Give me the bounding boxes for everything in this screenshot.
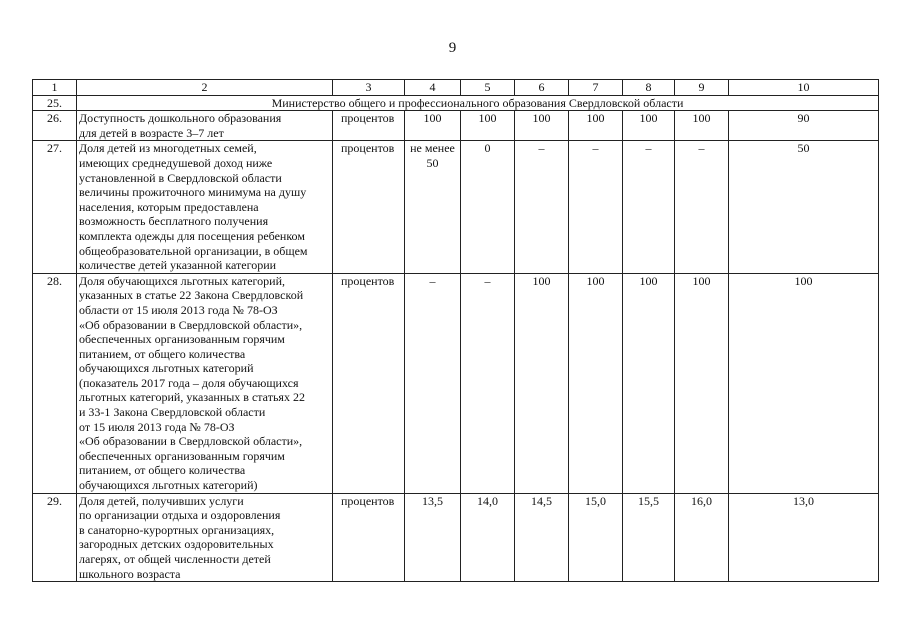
column-header: 3 <box>333 80 405 96</box>
value-cell <box>623 493 675 582</box>
value-cell <box>461 141 515 273</box>
column-header: 7 <box>569 80 623 96</box>
value-cell <box>675 273 729 493</box>
indicator-name <box>77 111 333 141</box>
indicator-name-line: школьного возраста <box>79 566 181 581</box>
indicator-name-line: Доля обучающихся льготных категорий, <box>79 273 286 288</box>
page-number: 9 <box>448 40 457 56</box>
indicator-name-line: питанием, от общего количества <box>79 463 246 478</box>
indicator-name-line: «Об образовании в Свердловской области», <box>79 434 303 449</box>
column-header: 4 <box>405 80 461 96</box>
indicator-name-line: имеющих среднедушевой доход ниже <box>79 155 273 170</box>
unit-cell: процентов <box>333 273 405 493</box>
value-cell <box>729 111 879 141</box>
indicator-name-line: общеобразовательной организации, в общем <box>79 243 308 258</box>
value-cell <box>515 273 569 493</box>
value-line: 13,0 <box>793 493 814 508</box>
value-cell <box>623 111 675 141</box>
value-line: – <box>645 141 652 156</box>
column-number-row <box>33 80 879 96</box>
value-line: 0 <box>484 141 491 156</box>
value-cell <box>729 273 879 493</box>
value-cell <box>729 141 879 273</box>
column-header: 1 <box>33 80 77 96</box>
indicator-name-line: питанием, от общего количества <box>79 346 246 361</box>
value-cell <box>405 493 461 582</box>
column-header: 2 <box>77 80 333 96</box>
indicator-name-line: населения, которым предоставлена <box>79 199 259 214</box>
indicator-name-line: (показатель 2017 года – доля обучающихся <box>79 375 299 390</box>
value-line: – <box>698 141 705 156</box>
value-cell <box>405 141 461 273</box>
column-header: 9 <box>675 80 729 96</box>
value-line: 100 <box>586 273 605 288</box>
column-header: 5 <box>461 80 515 96</box>
value-cell <box>405 273 461 493</box>
value-line: 100 <box>692 111 711 126</box>
column-header: 8 <box>623 80 675 96</box>
indicator-name-line: лагерях, от общей численности детей <box>79 552 271 566</box>
indicator-name-line: обеспеченных организованным горячим <box>79 448 285 463</box>
indicator-name <box>77 273 333 493</box>
indicator-name-line: Доля детей из многодетных семей, <box>79 141 257 156</box>
value-cell <box>515 141 569 273</box>
value-line: 15,0 <box>585 493 606 508</box>
column-header: 6 <box>515 80 569 96</box>
value-line: 13,5 <box>422 493 443 508</box>
value-line: 100 <box>532 273 551 288</box>
value-cell <box>675 141 729 273</box>
row-number: 26. <box>33 111 77 141</box>
value-cell <box>675 111 729 141</box>
indicator-name-line: возможность бесплатного получения <box>79 214 269 229</box>
table-row <box>33 111 879 141</box>
value-line: 100 <box>532 111 551 126</box>
value-cell <box>405 111 461 141</box>
table-row <box>33 273 879 493</box>
row-number: 25. <box>33 95 77 111</box>
value-line: 16,0 <box>691 493 712 508</box>
indicator-name-line: и 33-1 Закона Свердловской области <box>79 405 266 420</box>
row-number: 29. <box>33 493 77 582</box>
indicator-name <box>77 493 333 582</box>
indicator-name-line: указанных в статье 22 Закона Свердловской <box>79 288 304 303</box>
unit-cell: процентов <box>333 493 405 582</box>
indicator-name-line: обучающихся льготных категорий) <box>79 478 258 493</box>
value-line: 100 <box>639 273 658 288</box>
column-header: 10 <box>729 80 879 96</box>
indicators-table <box>32 79 879 582</box>
value-cell <box>461 493 515 582</box>
value-cell <box>515 111 569 141</box>
value-cell <box>461 111 515 141</box>
indicator-name-line: комплекта одежды для посещения ребенком <box>79 228 305 243</box>
value-cell <box>623 141 675 273</box>
table-row <box>33 493 879 582</box>
indicator-name-line: Доля детей, получивших услуги <box>79 493 244 508</box>
value-line: 100 <box>794 273 813 288</box>
value-line: 90 <box>797 111 810 126</box>
indicator-name-line: для детей в возрасте 3–7 лет <box>79 125 224 140</box>
row-number: 28. <box>33 273 77 493</box>
indicator-name-line: «Об образовании в Свердловской области», <box>79 317 303 332</box>
value-cell <box>729 493 879 582</box>
value-line: – <box>538 141 545 156</box>
indicator-rows <box>33 111 879 582</box>
ministry-title: Министерство общего и профессионального образования Свердловской области <box>77 95 879 111</box>
value-line: 14,0 <box>477 493 498 508</box>
value-line: – <box>484 273 491 288</box>
value-line: 15,5 <box>638 493 659 508</box>
value-line: 14,5 <box>531 493 552 508</box>
value-cell <box>675 493 729 582</box>
indicator-name-line: установленной в Свердловской области <box>79 170 282 185</box>
indicator-name-line: области от 15 июля 2013 года № 78-ОЗ <box>79 302 278 317</box>
indicator-name-line: обеспеченных организованным горячим <box>79 332 285 347</box>
value-line: 100 <box>423 111 442 126</box>
value-cell <box>461 273 515 493</box>
indicator-name-line: количестве детей указанной категории <box>79 258 277 273</box>
indicator-name-line: по организации отдыха и оздоровления <box>79 508 281 523</box>
indicator-name-line: льготных категорий, указанных в статьях 22 <box>79 390 305 405</box>
row-number: 27. <box>33 141 77 273</box>
indicator-name-line: загородных детских оздоровительных <box>79 537 274 552</box>
table-row <box>33 141 879 273</box>
value-line: – <box>592 141 599 156</box>
unit-cell: процентов <box>333 111 405 141</box>
value-line: – <box>429 273 436 288</box>
ministry-row <box>33 95 879 111</box>
indicator-name <box>77 141 333 273</box>
value-line: 100 <box>478 111 497 126</box>
value-line: 100 <box>692 273 711 288</box>
value-cell <box>569 273 623 493</box>
value-cell <box>569 141 623 273</box>
indicator-name-line: от 15 июля 2013 года № 78-ОЗ <box>79 419 235 434</box>
value-cell <box>623 273 675 493</box>
value-cell <box>569 493 623 582</box>
value-line: 50 <box>797 141 810 156</box>
value-line: не менее <box>410 141 455 156</box>
indicator-name-line: в санаторно-курортных организациях, <box>79 522 275 537</box>
indicator-name-line: величины прожиточного минимума на душу <box>79 185 307 200</box>
unit-cell: процентов <box>333 141 405 273</box>
indicator-name-line: обучающихся льготных категорий <box>79 361 254 376</box>
value-cell <box>569 111 623 141</box>
indicator-name-line: Доступность дошкольного образования <box>79 111 282 126</box>
value-line: 50 <box>426 155 439 170</box>
value-line: 100 <box>586 111 605 126</box>
value-line: 100 <box>639 111 658 126</box>
value-cell <box>515 493 569 582</box>
